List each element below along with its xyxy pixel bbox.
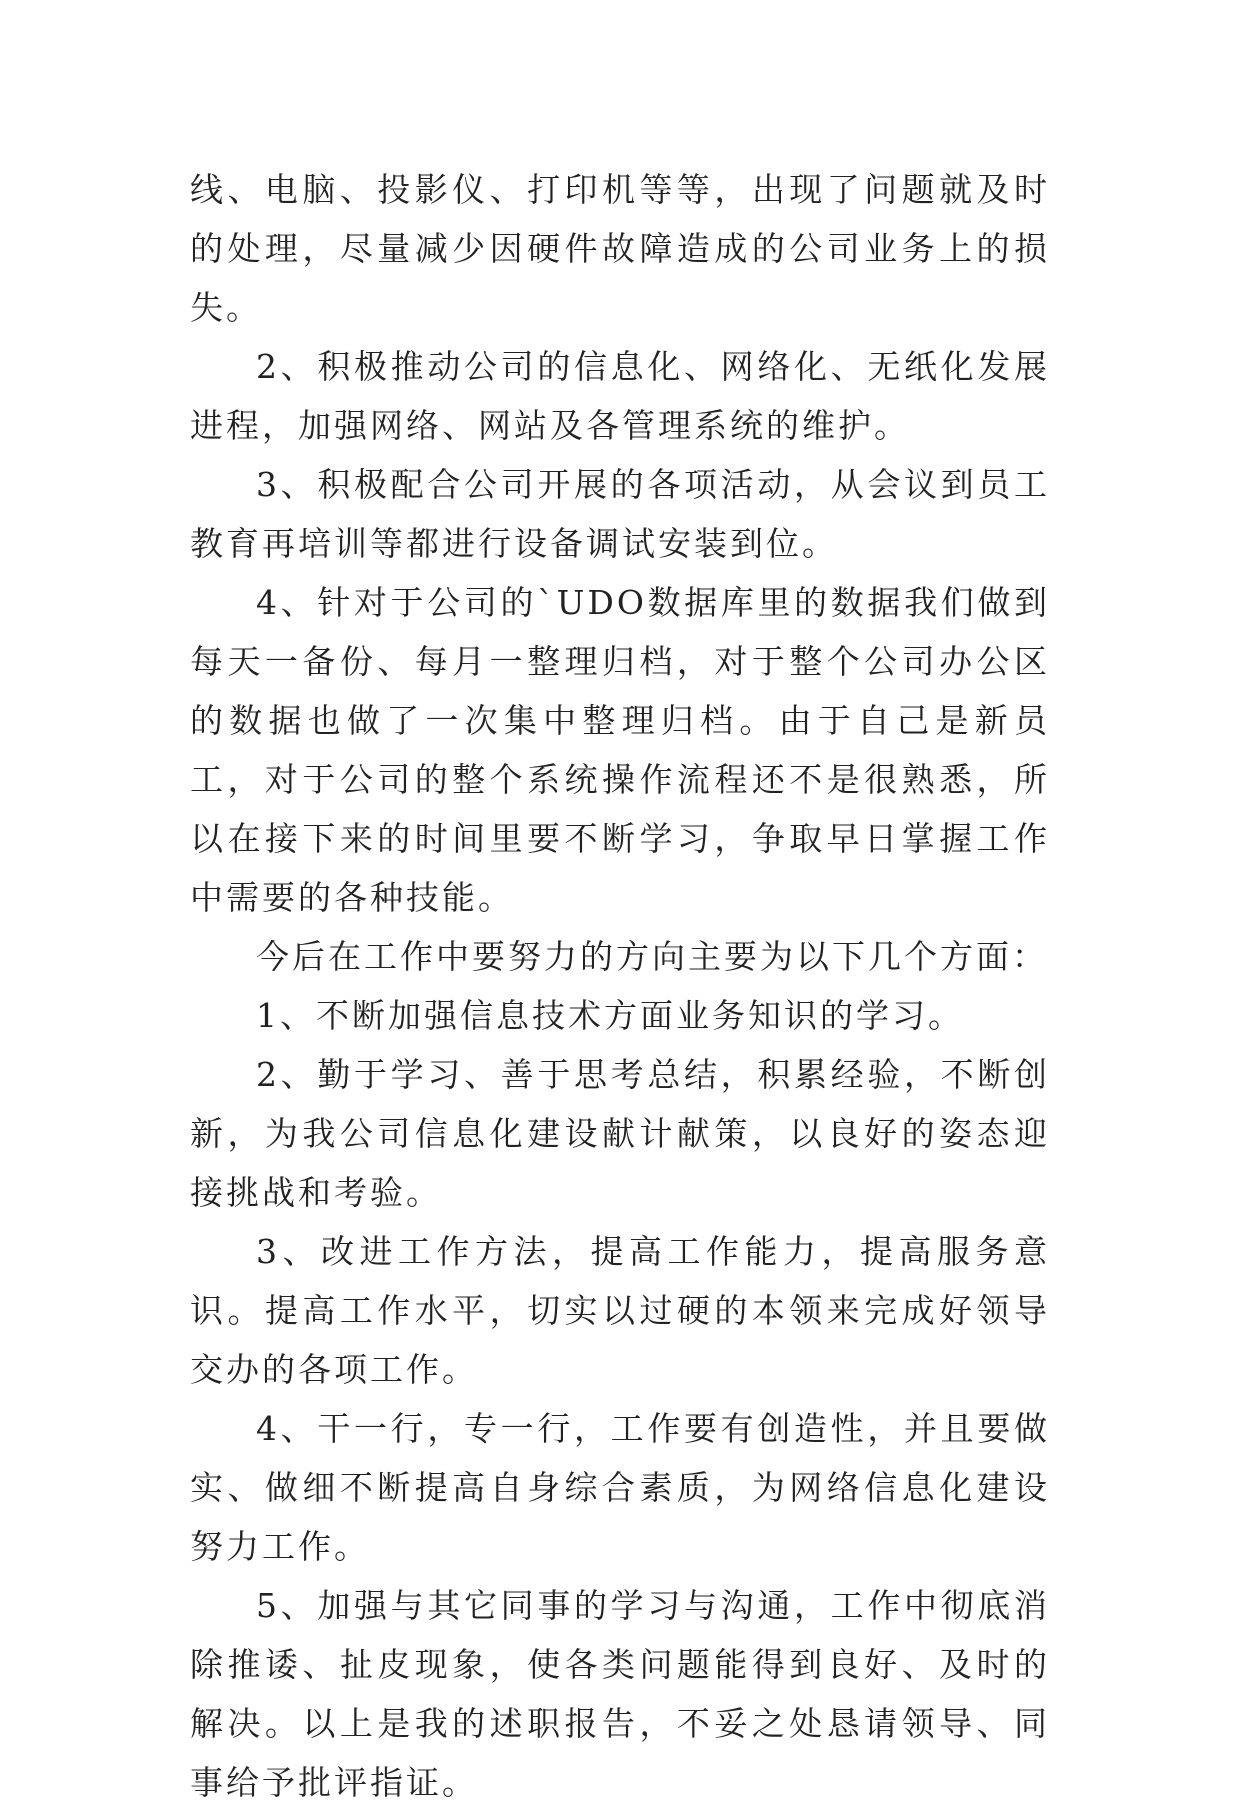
paragraph-item-4: 4、针对于公司的`UDO数据库里的数据我们做到每天一备份、每月一整理归档，对于整个公司办公区的数据也做了一次集中整理归档。由于自己是新员工，对于公司的整个系统操作流程还不是很熟悉，所以在接下来的时间里要不断学习，争取早日掌握工作中需要的各种技能。 [190,583,1050,917]
paragraph-future-intro: 今后在工作中要努力的方向主要为以下几个方面： [256,937,1048,976]
document-body [190,160,1050,1812]
paragraph-future-1: 1、不断加强信息技术方面业务知识的学习。 [256,996,964,1035]
paragraph-item-2: 2、积极推动公司的信息化、网络化、无纸化发展进程，加强网络、网站及各管理系统的维护。 [190,347,1050,445]
paragraph-future-5: 5、加强与其它同事的学习与沟通，工作中彻底消除推诿、扯皮现象，使各类问题能得到良好、及时的解决。以上是我的述职报告，不妥之处恳请领导、同事给予批评指证。 [190,1586,1050,1802]
paragraph-continuation: 线、电脑、投影仪、打印机等等，出现了问题就及时的处理，尽量减少因硬件故障造成的公司业务上的损失。 [190,170,1050,327]
paragraph-item-3: 3、积极配合公司开展的各项活动，从会议到员工教育再培训等都进行设备调试安装到位。 [190,465,1050,563]
paragraph-future-3: 3、改进工作方法，提高工作能力，提高服务意识。提高工作水平，切实以过硬的本领来完成好领导交办的各项工作。 [190,1232,1050,1389]
paragraph-future-2: 2、勤于学习、善于思考总结，积累经验，不断创新，为我公司信息化建设献计献策，以良好的姿态迎接挑战和考验。 [190,1055,1050,1212]
paragraph-future-4: 4、干一行，专一行，工作要有创造性，并且要做实、做细不断提高自身综合素质，为网络信息化建设努力工作。 [190,1409,1050,1566]
